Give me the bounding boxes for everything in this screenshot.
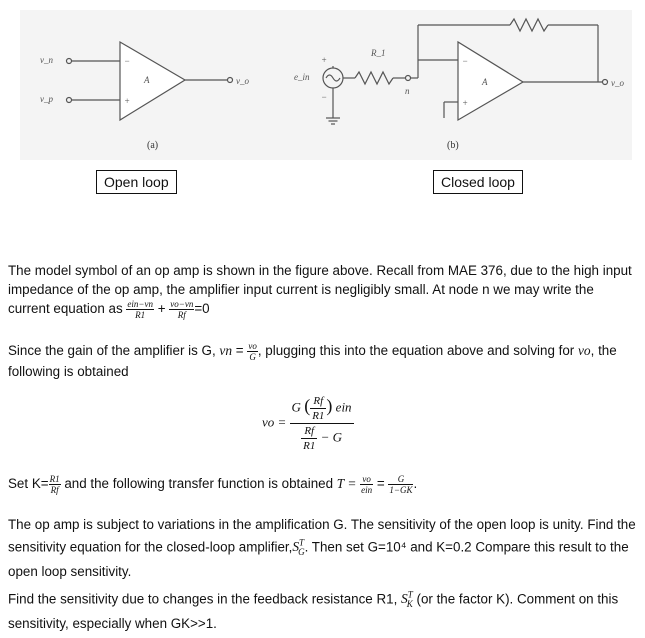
s-letter: S [292,539,300,555]
eq-r1: R1 [303,440,316,452]
transfer-text: and the following transfer function is obtained [64,476,334,492]
paragraph-sensitivity-g [8,515,638,581]
obtained-text: , the following is obtained [8,343,617,379]
plus-terminal-b: + [462,98,469,108]
plus-sign: + [157,301,166,317]
eq-rf: Rf [301,425,317,439]
frac-den: 1−GK [389,485,413,495]
fraction-vo-vn [169,299,194,320]
s-sup: T [299,538,305,548]
fraction-g-1gk [388,474,413,495]
equals-sign: = [235,343,244,359]
frac-den: Rf [50,485,59,495]
gain-label-a: A [144,75,150,85]
vn-symbol: vn [219,343,233,359]
op-amp-figure [20,10,632,160]
s-sup: T [407,590,413,600]
paragraph-transfer [8,474,638,495]
paragraph-intro [8,261,638,320]
eq-numerator: G ( $\frac{Rf}{R1}$ ) ein [291,395,352,422]
sensitivity-k-text: Find the sensitivity due to changes in the feedback resistance R1, [8,591,398,607]
fraction-vo-g [247,341,258,362]
source-minus: − [321,92,328,102]
vp-label: v_p [40,94,53,104]
sensitivity-g-text: The op amp is subject to variations in the amplification G. The sensitivity of the open loop is unity. Find the sensitivity equation for the closed-loop amplifier, [8,517,636,555]
eq-g: G [291,399,301,415]
ein-label: e_in [294,72,310,82]
equals-sign: = [376,476,385,492]
r1-label: R_1 [371,48,386,58]
s-letter: S [401,591,408,607]
frac-den: R1 [135,310,146,320]
frac-num: vo [248,341,257,351]
vo-symbol: vo [577,343,591,359]
period: . [413,476,418,492]
sensitivity-g-text-2: . Then set G=10⁴ and K=0.2 Compare this result to the open loop sensitivity. [8,539,629,580]
source-plus: + [321,55,328,65]
sensitivity-symbol-k [401,590,413,610]
eq-denominator [290,424,354,452]
vo-equation [262,395,354,452]
fraction-ein-vn [126,299,154,320]
vn-label: v_n [40,55,53,65]
sensitivity-symbol-g [292,538,305,558]
eq-r1: R1 [312,410,325,422]
minus-terminal-a: − [124,56,131,66]
gain-label-b: A [482,77,488,87]
equals-zero: =0 [194,301,210,317]
frac-num: vo [360,474,373,485]
eq-lhs: vo = [262,414,287,430]
vo-label-b: v_o [611,78,624,88]
intro-text: The model symbol of an op amp is shown in the figure above. Recall from MAE 376, due to the high input impedance of the op amp, the amplifier input current is negligibly small. At node n we may write the current equation as [8,263,632,317]
closed-loop-button[interactable]: Closed loop [433,170,523,194]
eq-rf: Rf [310,395,326,409]
plugging-text: , plugging this into the equation above and solving for [257,343,575,359]
fraction-k [49,474,61,495]
plus-terminal-a: + [124,96,131,106]
paragraph-sensitivity-k [8,586,638,633]
frac-den: G [249,352,256,362]
eq-fraction [290,395,354,452]
caption-a: (a) [147,140,159,151]
frac-num: vo−vn [170,299,194,309]
open-loop-button[interactable]: Open loop [96,170,177,194]
minus-terminal-b: − [462,56,469,66]
t-symbol: T = [336,476,357,492]
gain-text: Since the gain of the amplifier is G, [8,343,216,359]
frac-den: ein [361,485,373,495]
frac-num: G [388,474,413,485]
frac-num: R1 [49,474,60,484]
sensitivity-k-text-2: (or the factor K). Comment on this sensitivity, especially when GK>>1. [8,591,619,632]
node-n-label: n [405,86,410,96]
eq-rf-r1 [310,395,326,422]
s-sub: K [406,599,413,610]
frac-den: Rf [177,310,186,320]
fraction-vo-ein [360,474,373,495]
frac-num: ein−vn [127,299,153,309]
s-sub: G [298,547,305,558]
eq-minus-g: − G [320,429,342,445]
vo-label-a: v_o [236,76,249,86]
set-k-text: Set K= [8,476,49,492]
eq-rf-r1-den [301,425,317,452]
paragraph-gain [8,341,638,381]
eq-ein: ein [335,399,352,415]
caption-b: (b) [447,140,459,151]
